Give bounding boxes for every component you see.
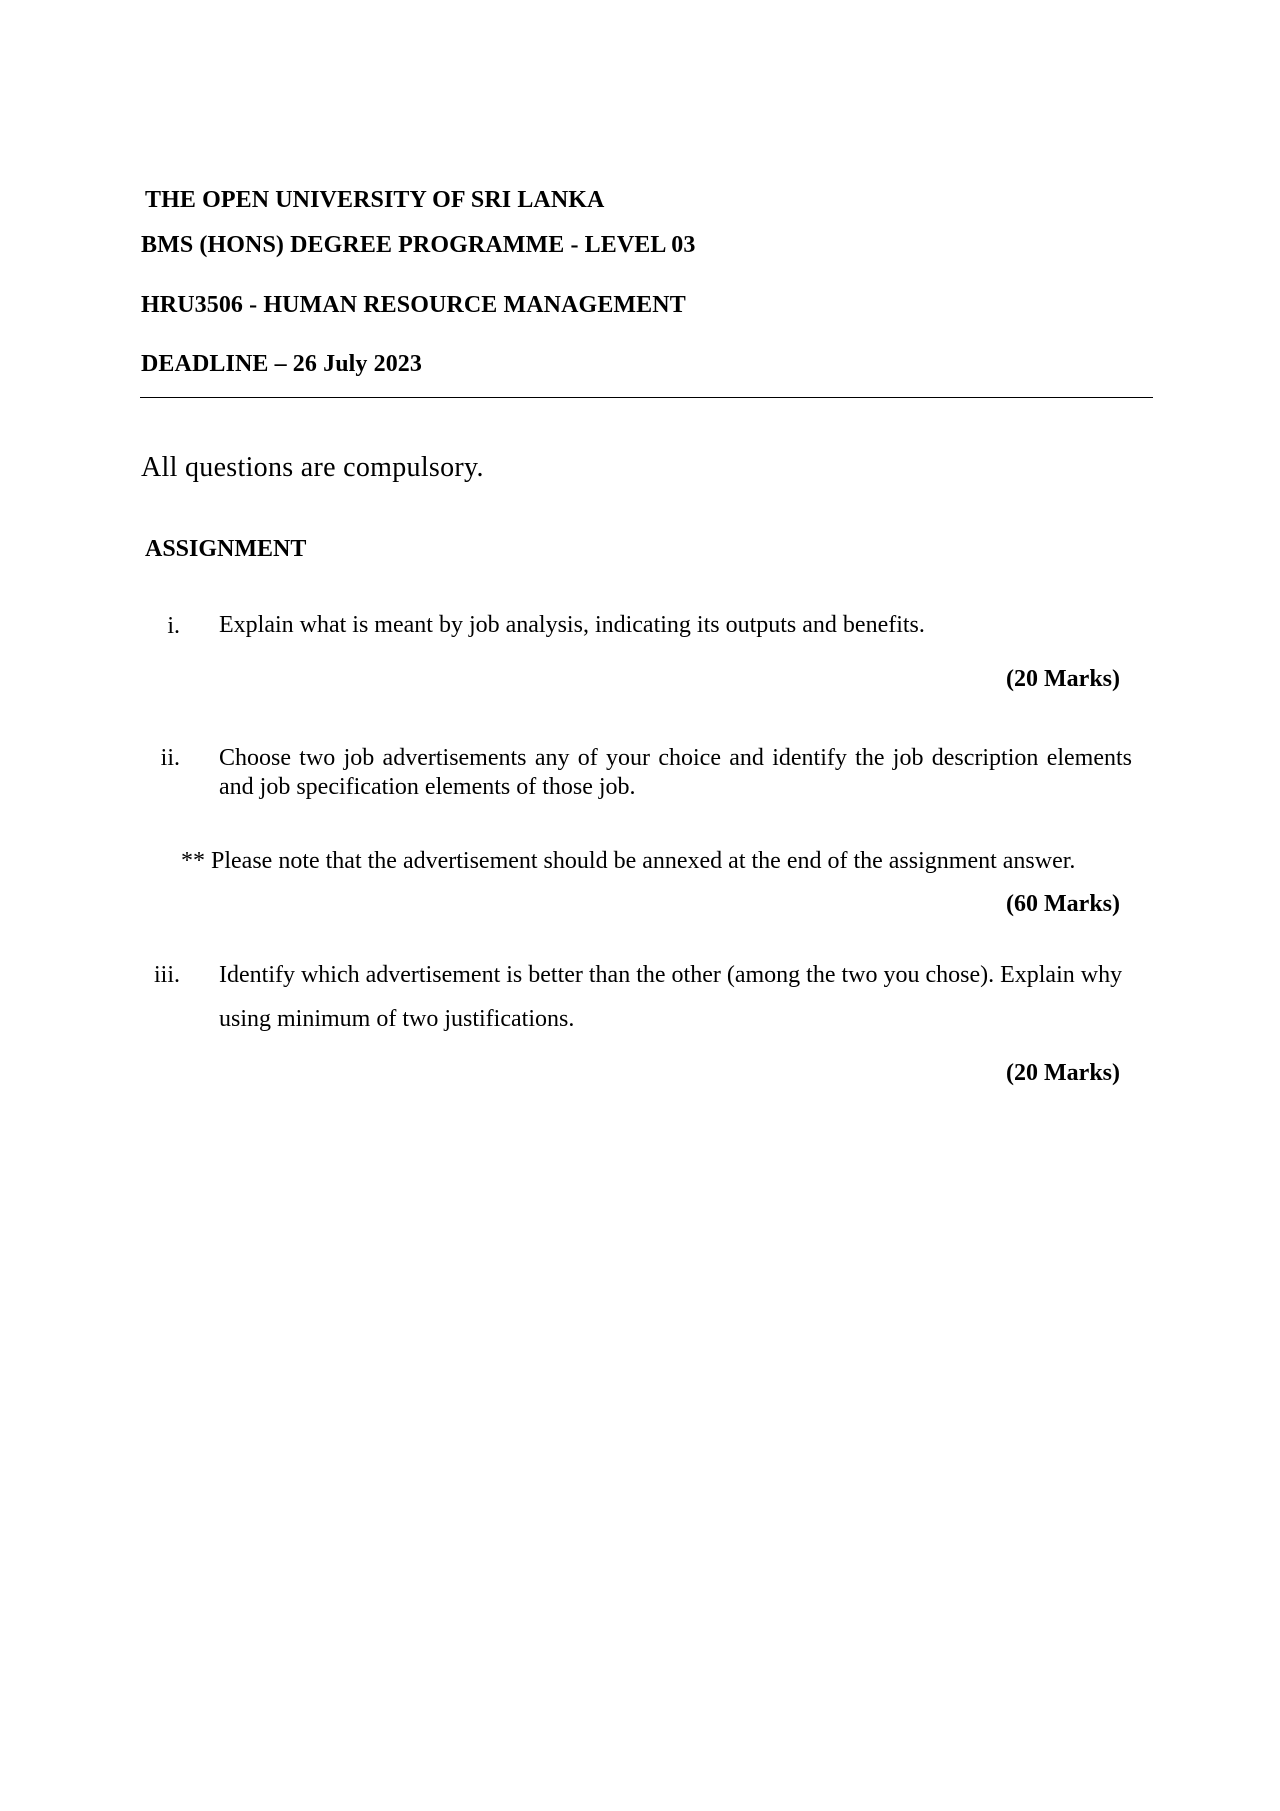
- question-marks: (60 Marks): [1006, 891, 1120, 917]
- question-text: Explain what is meant by job analysis, indicating its outputs and benefits.: [219, 612, 925, 638]
- question-marks: (20 Marks): [1006, 666, 1120, 692]
- question-number: i.: [167, 613, 180, 639]
- deadline: DEADLINE – 26 July 2023: [141, 351, 423, 377]
- question-text: Choose two job advertisements any of your choice and identify the job description elements and job specification elements of those job.: [219, 745, 1132, 800]
- university-name: THE OPEN UNIVERSITY OF SRI LANKA: [145, 187, 605, 213]
- course-title: HRU3506 - HUMAN RESOURCE MANAGEMENT: [141, 292, 686, 318]
- question-number: ii.: [160, 745, 180, 771]
- question-note: ** Please note that the advertisement should be annexed at the end of the assignment answer.: [181, 848, 1076, 874]
- section-title: ASSIGNMENT: [145, 536, 307, 562]
- question-marks: (20 Marks): [1006, 1060, 1120, 1086]
- question-number: iii.: [153, 962, 180, 988]
- programme-title: BMS (HONS) DEGREE PROGRAMME - LEVEL 03: [141, 232, 696, 258]
- instructions: All questions are compulsory.: [141, 452, 484, 483]
- question-text: Identify which advertisement is better than the other (among the two you chose). Explain why using minimum of two justifications.: [219, 962, 1123, 1032]
- header-divider: [140, 397, 1153, 398]
